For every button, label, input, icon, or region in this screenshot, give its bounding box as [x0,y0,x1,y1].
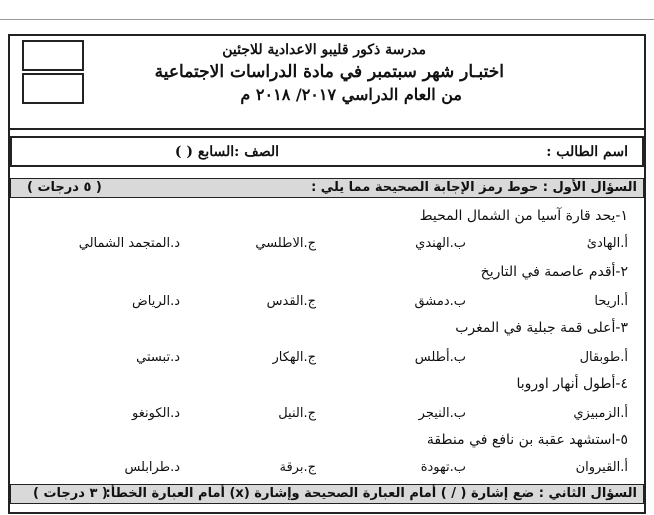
q2-title: السؤال الثاني : ضع إشارة ( / ) أمام العبارة الصحيحة وإشارة (x) أمام العبارة الخطأ: [105,486,637,501]
q1-item-4-option-b[interactable]: ب.النيجر [418,406,466,421]
q1-item-3-option-c[interactable]: ج.الهكار [272,350,316,365]
q2-bar [10,484,644,504]
q1-item-4-stem: ٤-أطول أنهار اوروبا [516,376,628,392]
q1-item-1-option-c[interactable]: ج.الاطلسي [255,236,316,251]
q1-item-1-option-a[interactable]: أ.الهادئ [586,236,628,251]
q1-item-5-option-b[interactable]: ب.تهودة [420,460,466,475]
q1-item-4-option-d[interactable]: د.الكونغو [132,406,180,421]
q1-item-5-option-a[interactable]: أ.القيروان [575,460,628,475]
q1-bar [10,178,644,198]
q2-marks: ( ٣ درجات ) [33,486,108,501]
q1-item-2-option-d[interactable]: د.الرياض [132,294,180,309]
school-name: مدرسة ذكور قليبو الاعدادية للاجئين [222,42,426,58]
q1-item-2-stem: ٢-أقدم عاصمة في التاريخ [480,264,628,280]
q1-item-3-option-a[interactable]: أ.طوبقال [579,350,628,365]
grade-box-bottom [22,73,84,104]
academic-year: من العام الدراسي ٢٠١٧/ ٢٠١٨ م [240,85,462,104]
student-name-label: اسم الطالب : [546,144,628,160]
q1-item-3-option-b[interactable]: ب.أطلس [414,350,466,365]
header-separator [8,128,646,130]
q1-item-2-option-c[interactable]: ج.القدس [266,294,316,309]
class-label: الصف :السابع ( ) [174,144,279,160]
q1-item-1-option-d[interactable]: د.المتجمد الشمالي [78,236,180,251]
grade-box-top [22,40,84,71]
q1-item-1-option-b[interactable]: ب.الهندي [415,236,466,251]
exam-title: اختبـار شهر سبتمبر في مادة الدراسات الاجتماعية [154,62,504,82]
q1-item-5-option-d[interactable]: د.طرابلس [124,460,180,475]
q1-item-5-stem: ٥-استشهد عقبة بن نافع في منطقة [426,432,628,448]
q1-item-3-option-d[interactable]: د.تبستي [136,350,180,365]
q1-item-1-stem: ١-يحد قارة آسيا من الشمال المحيط [419,208,628,224]
q1-item-4-option-c[interactable]: ج.النيل [278,406,316,421]
q1-item-5-option-c[interactable]: ج.برقة [279,460,316,475]
q1-title: السؤال الأول : حوط رمز الإجابة الصحيحة مما يلي : [311,180,637,195]
q1-item-2-option-b[interactable]: ب.دمشق [414,294,466,309]
top-rule [0,19,654,20]
q1-item-3-stem: ٣-أعلى قمة جبلية في المغرب [455,320,628,336]
q1-item-2-option-a[interactable]: أ.اريحا [594,294,628,309]
q1-marks: ( ٥ درجات ) [27,180,102,195]
q1-item-4-option-a[interactable]: أ.الزمبيزي [573,406,628,421]
